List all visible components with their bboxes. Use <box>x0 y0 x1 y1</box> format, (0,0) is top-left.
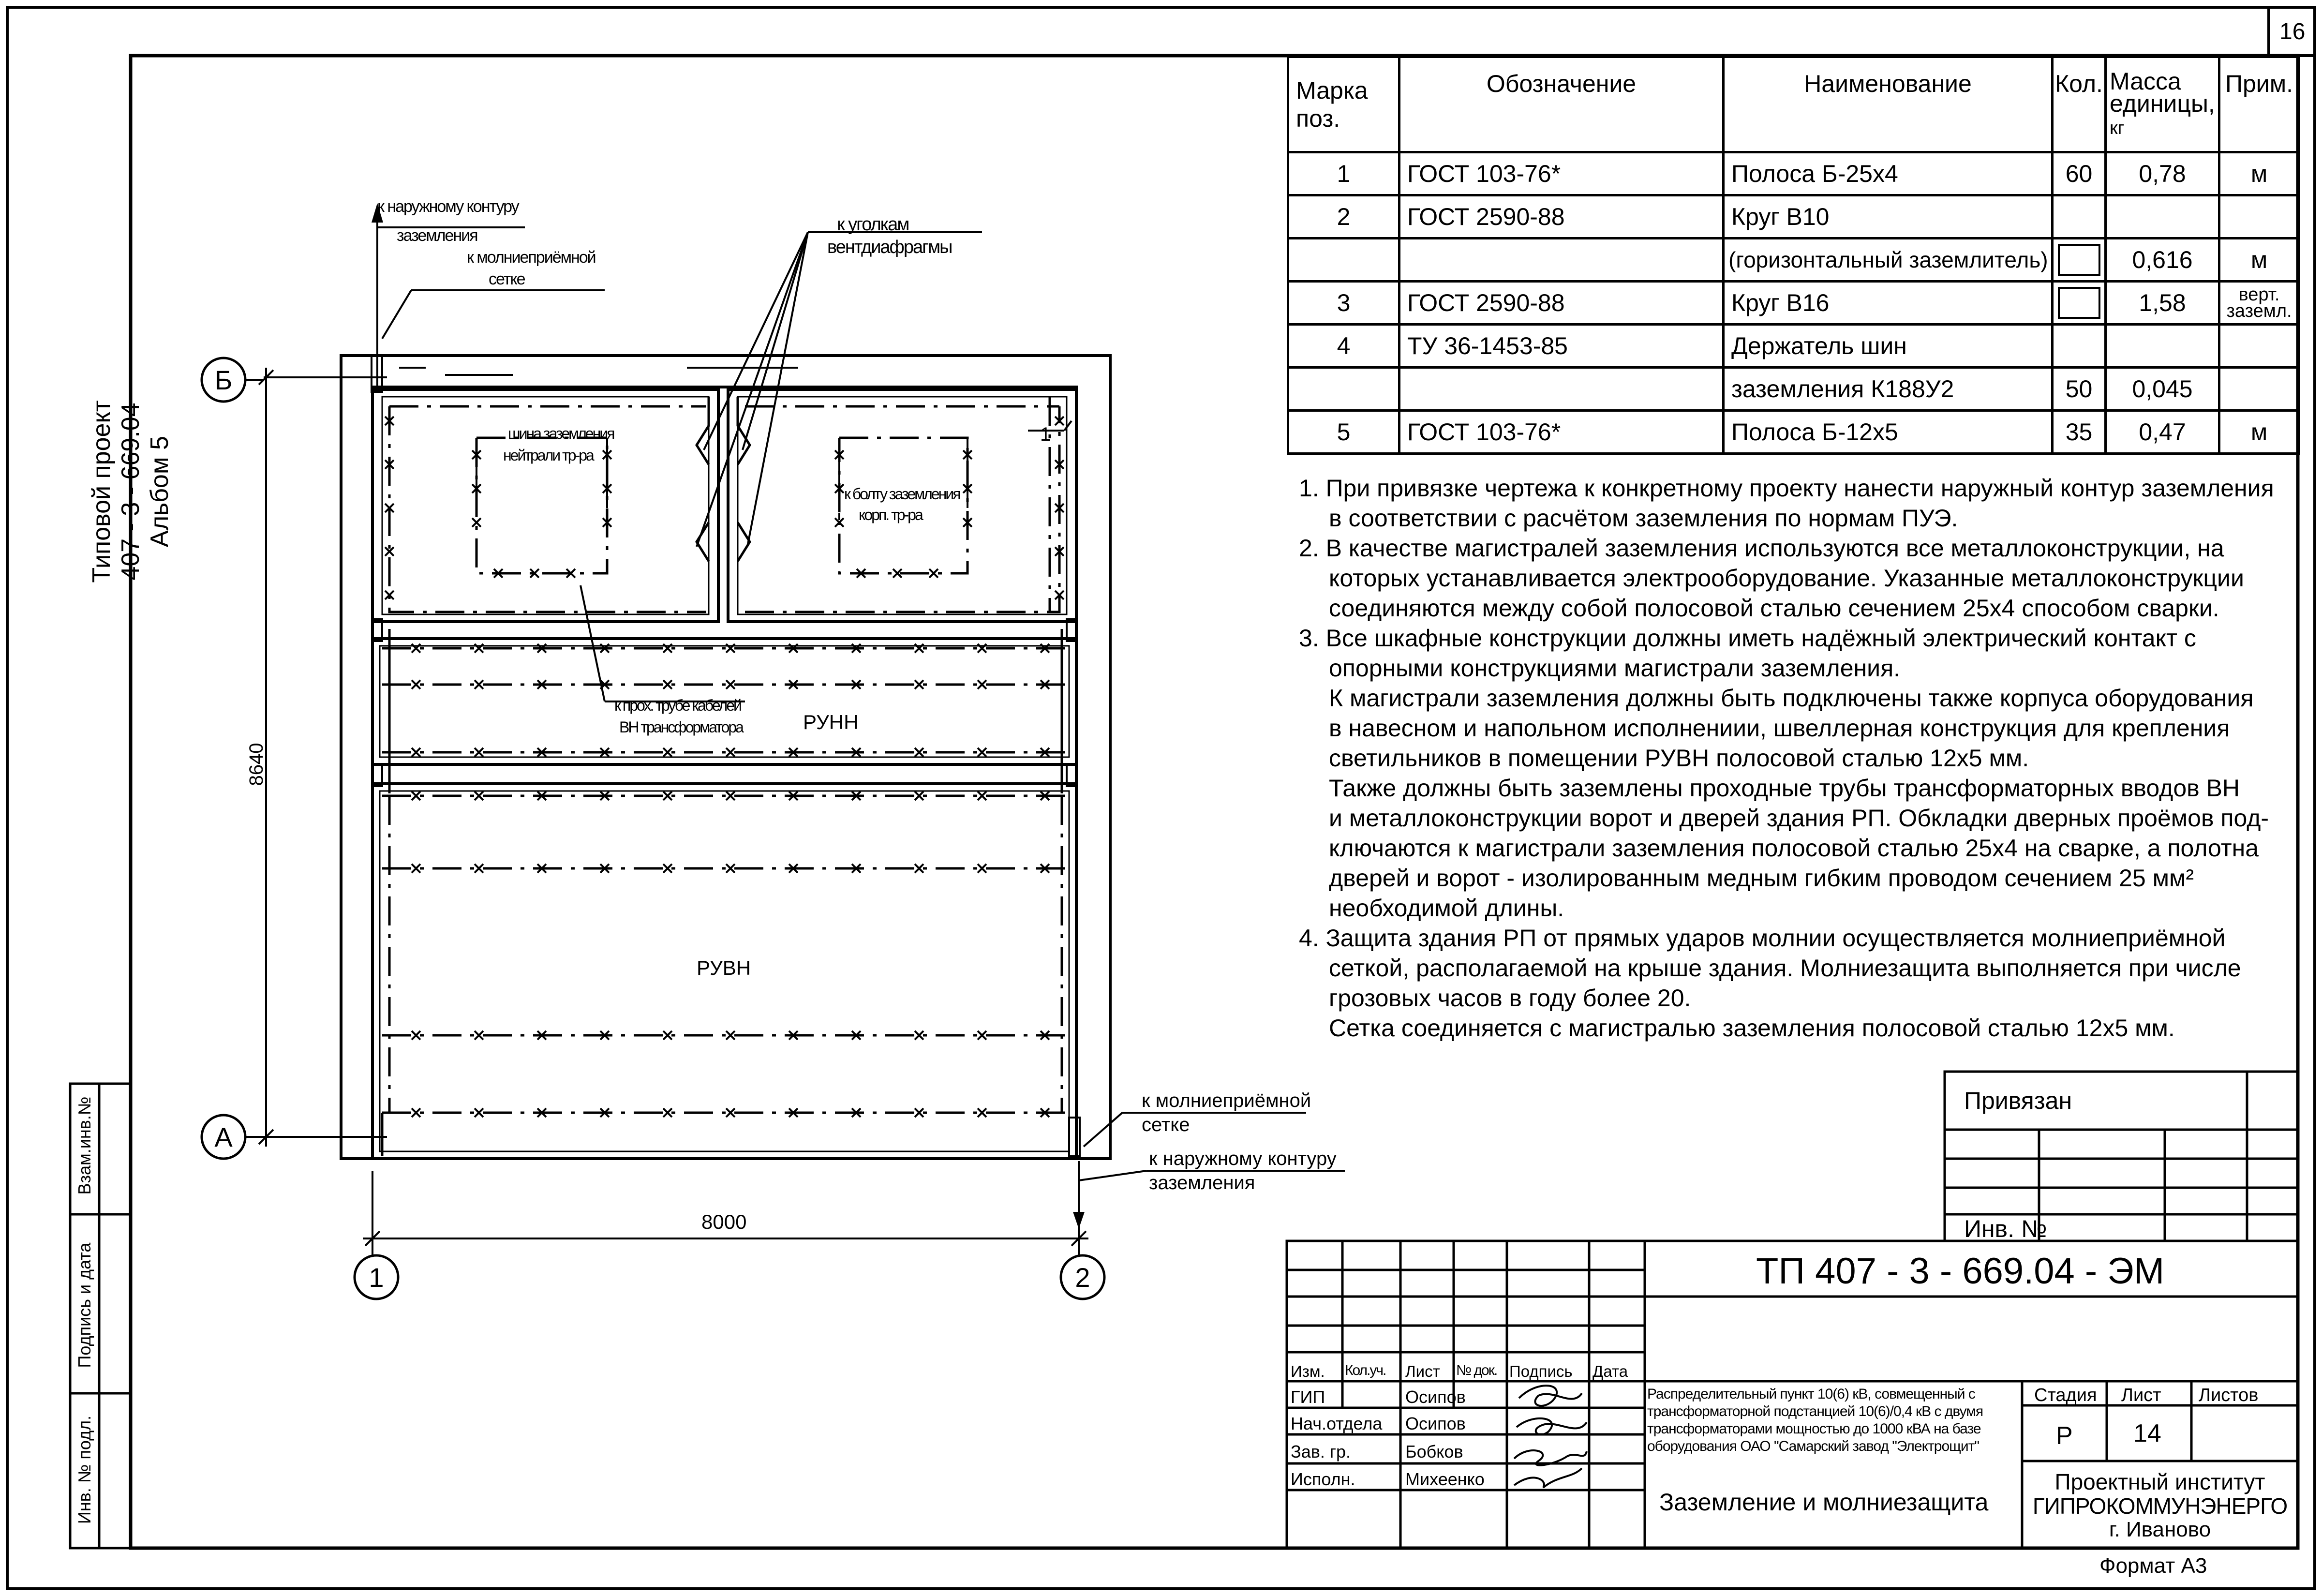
label-outer-top2: заземления <box>397 226 477 245</box>
grounding-cross-marker <box>530 569 539 578</box>
grounding-cross-marker <box>1055 547 1064 556</box>
spec-pos: 3 <box>1288 282 1399 325</box>
note-line: 2. В качестве магистралей заземления используются все металлоконструкции, на <box>1299 535 2224 562</box>
grounding-cross-marker <box>600 680 609 689</box>
spec-pos: 5 <box>1288 411 1399 454</box>
org-line3: г. Иваново <box>2109 1518 2211 1541</box>
note-line: К магистрали заземления должны быть подключены также корпуса оборудования <box>1329 685 2254 712</box>
grounding-cross-marker <box>566 569 575 578</box>
label-bolt2: корп. тр-ра <box>859 506 922 523</box>
spec-pos: 1 <box>1288 152 1399 195</box>
grounding-cross-marker <box>978 748 986 757</box>
grounding-cross-marker <box>1055 591 1064 599</box>
col-sign: Подпись <box>1509 1362 1573 1380</box>
spec-note: м <box>2219 152 2299 195</box>
spec-mass: 0,47 <box>2106 411 2219 454</box>
label-neutral-bus: шина заземления <box>508 425 614 442</box>
axis-a-label: А <box>214 1122 233 1152</box>
grounding-cross-marker <box>978 1031 986 1040</box>
grounding-cross-marker <box>475 748 483 757</box>
side-podpis-label: Подпись и дата <box>74 1242 94 1368</box>
stage-value: Р <box>2056 1422 2073 1450</box>
axis-b-label: Б <box>214 365 233 395</box>
grounding-cross-marker <box>726 791 735 800</box>
grounding-cross-marker <box>600 1031 609 1040</box>
object-desc-line2: трансформаторной подстанцией 10(6)/0,4 кВ с двумя <box>1647 1403 1983 1419</box>
label-lightning-top2: сетке <box>489 270 525 288</box>
name-ispoln: Михеенко <box>1405 1469 1485 1489</box>
grounding-cross-marker <box>1055 504 1064 512</box>
role-nach: Нач.отдела <box>1291 1414 1383 1433</box>
note-line: 4. Защита здания РП от прямых ударов молнии осуществляется молниеприёмной <box>1299 925 2226 952</box>
grounding-cross-marker <box>537 748 546 757</box>
grounding-cross-marker <box>663 644 672 653</box>
label-outer-bottom: к наружному контуру <box>1149 1148 1337 1169</box>
grounding-cross-marker <box>726 1108 735 1117</box>
spec-mass: 0,045 <box>2106 368 2219 411</box>
header-designation: Обозначение <box>1399 57 1724 152</box>
grounding-cross-marker <box>857 569 865 578</box>
grounding-cross-marker <box>663 791 672 800</box>
note-line: 3. Все шкафные конструкции должны иметь надёжный электрический контакт с <box>1299 625 2196 652</box>
grounding-cross-marker <box>789 748 798 757</box>
label-outer-top: к наружному контуру <box>377 197 519 216</box>
grounding-cross-marker <box>412 864 420 873</box>
grounding-cross-marker <box>915 680 923 689</box>
spec-qty: 50 <box>2053 368 2106 411</box>
sheet-label: Лист <box>2121 1385 2161 1405</box>
spec-note: м <box>2219 239 2299 282</box>
grounding-cross-marker <box>835 518 844 527</box>
stage-label: Стадия <box>2034 1385 2097 1405</box>
privyazan-title: Привязан <box>1964 1087 2072 1114</box>
grounding-cross-marker <box>789 1031 798 1040</box>
grounding-cross-marker <box>663 748 672 757</box>
grounding-cross-marker <box>412 748 420 757</box>
grounding-cross-marker <box>537 644 546 653</box>
grounding-cross-marker <box>537 791 546 800</box>
label-corners: к уголкам <box>837 214 909 235</box>
spec-note: м <box>2219 411 2299 454</box>
grounding-cross-marker <box>537 1031 546 1040</box>
grounding-cross-marker <box>472 518 481 527</box>
grounding-cross-marker <box>1055 417 1064 425</box>
sheet-value: 14 <box>2133 1419 2161 1447</box>
label-outer-bottom2: заземления <box>1149 1172 1255 1193</box>
grounding-cross-marker <box>385 547 394 556</box>
note-line: грозовых часов в году более 20. <box>1329 984 1691 1012</box>
grounding-cross-marker <box>600 748 609 757</box>
note-line: сеткой, располагаемой на крыше здания. Молниезащита выполняется при числе <box>1329 955 2241 982</box>
grounding-cross-marker <box>1055 460 1064 469</box>
grounding-cross-marker <box>726 864 735 873</box>
grounding-cross-marker <box>603 484 611 493</box>
spec-name: Полоса Б-25х4 <box>1724 152 2053 195</box>
col-doc: № док. <box>1456 1362 1497 1378</box>
header-name: Наименование <box>1724 57 2053 152</box>
grounding-cross-marker <box>600 791 609 800</box>
name-nach: Осипов <box>1405 1414 1466 1433</box>
grounding-cross-marker <box>726 644 735 653</box>
col-kol: Кол.уч. <box>1345 1362 1386 1378</box>
grounding-cross-marker <box>1041 644 1049 653</box>
grounding-cross-marker <box>472 450 481 459</box>
grounding-cross-marker <box>663 680 672 689</box>
note-line: Сетка соединяется с магистралью заземления полосовой сталью 12х5 мм. <box>1329 1014 2175 1042</box>
grounding-cross-marker <box>663 1031 672 1040</box>
spec-mass: 0,78 <box>2106 152 2219 195</box>
role-ispoln: Исполн. <box>1291 1469 1355 1489</box>
format-label: Формат А3 <box>2099 1554 2207 1578</box>
note-line: опорными конструкциями магистрали заземления. <box>1329 655 1901 682</box>
spec-designation: ТУ 36-1453-85 <box>1399 325 1724 368</box>
grounding-cross-marker <box>475 680 483 689</box>
note-line: ключаются к магистрали заземления полосовой сталью 25х4 на сварке, а полотна <box>1329 835 2259 862</box>
grounding-cross-marker <box>978 864 986 873</box>
dim-horizontal-label: 8000 <box>701 1210 747 1233</box>
grounding-cross-marker <box>1041 1031 1049 1040</box>
grounding-cross-marker <box>915 1108 923 1117</box>
grounding-cross-marker <box>852 1031 861 1040</box>
col-izm: Изм. <box>1291 1362 1325 1380</box>
grounding-cross-marker <box>537 864 546 873</box>
spec-designation: ГОСТ 2590-88 <box>1399 195 1724 239</box>
grounding-cross-marker <box>852 748 861 757</box>
grounding-cross-marker <box>663 864 672 873</box>
object-desc-line4: оборудования ОАО "Самарский завод "Электрощит" <box>1647 1438 1979 1454</box>
grounding-cross-marker <box>789 791 798 800</box>
grounding-cross-marker <box>385 591 394 599</box>
note-line: 1. При привязке чертежа к конкретному проекту нанести наружный контур заземления <box>1299 475 2274 502</box>
grounding-cross-marker <box>600 644 609 653</box>
grounding-cross-marker <box>963 518 972 527</box>
note-line: в навесном и напольном исполнениии, швеллерная конструкция для крепления <box>1329 715 2230 742</box>
label-ruvn: РУВН <box>697 956 751 979</box>
name-gip: Осипов <box>1405 1387 1466 1407</box>
dim-vertical-label: 8640 <box>246 743 267 786</box>
grounding-cross-marker <box>385 417 394 425</box>
label-pipe: к прох. трубе кабелей <box>614 697 741 714</box>
spec-designation: ГОСТ 2590-88 <box>1399 282 1724 325</box>
name-zav: Бобков <box>1405 1442 1463 1462</box>
note-line: в соответствии с расчётом заземления по нормам ПУЭ. <box>1329 505 1958 532</box>
grounding-cross-marker <box>1041 864 1049 873</box>
spec-name: Полоса Б-12х5 <box>1724 411 2053 454</box>
spec-qty: 60 <box>2053 152 2106 195</box>
label-lightning-bottom: к молниеприёмной <box>1142 1090 1311 1111</box>
spec-designation: ГОСТ 103-76* <box>1399 152 1724 195</box>
grounding-cross-marker <box>963 450 972 459</box>
spec-mass: 0,616 <box>2106 239 2219 282</box>
spec-designation: ГОСТ 103-76* <box>1399 411 1724 454</box>
grounding-cross-marker <box>537 1108 546 1117</box>
grounding-cross-marker <box>603 450 611 459</box>
sheet-title: Заземление и молниезащита <box>1659 1489 1989 1516</box>
grounding-cross-marker <box>494 569 503 578</box>
grounding-cross-marker <box>1041 791 1049 800</box>
grounding-cross-marker <box>412 1031 420 1040</box>
spec-pos: 2 <box>1288 195 1399 239</box>
grounding-cross-marker <box>835 484 844 493</box>
note-line: необходимой длины. <box>1329 895 1564 922</box>
page-number: 16 <box>2279 19 2306 45</box>
note-line: Также должны быть заземлены проходные трубы трансформаторных вводов ВН <box>1329 775 2240 802</box>
role-zav: Зав. гр. <box>1291 1442 1351 1462</box>
label-lightning-top: к молниеприёмной <box>467 248 595 267</box>
org-line2: ГИПРОКОММУНЭНЕРГО <box>2032 1493 2288 1519</box>
grounding-cross-marker <box>789 680 798 689</box>
grounding-cross-marker <box>852 1108 861 1117</box>
grounding-cross-marker <box>726 1031 735 1040</box>
label-neutral-bus2: нейтрали тр-ра <box>503 447 593 464</box>
grounding-cross-marker <box>475 864 483 873</box>
side-title-line2: 407 - 3 - 669.04 <box>117 403 145 581</box>
grounding-cross-marker <box>929 569 938 578</box>
grounding-cross-marker <box>663 1108 672 1117</box>
spec-mass: 1,58 <box>2106 282 2219 325</box>
spec-name: Держатель шин <box>1724 325 2053 368</box>
grounding-cross-marker <box>915 748 923 757</box>
grounding-cross-marker <box>915 864 923 873</box>
header-mass: Масса единицы, кг <box>2106 57 2219 152</box>
col-list: Лист <box>1405 1362 1440 1380</box>
grounding-cross-marker <box>835 450 844 459</box>
spec-qty: 35 <box>2053 411 2106 454</box>
header-note: Прим. <box>2219 57 2299 152</box>
grounding-cross-marker <box>852 864 861 873</box>
grounding-cross-marker <box>600 864 609 873</box>
spec-pos: 4 <box>1288 325 1399 368</box>
side-vzam-label: Взам.инв.№ <box>74 1096 94 1195</box>
grounding-cross-marker <box>1041 748 1049 757</box>
grounding-cross-marker <box>412 1108 420 1117</box>
sheets-label: Листов <box>2199 1385 2259 1405</box>
spec-note: верт. заземл. <box>2219 282 2299 325</box>
side-title-line3: Альбом 5 <box>146 436 174 547</box>
position-1-label: 1 <box>1040 424 1051 445</box>
grounding-cross-marker <box>726 748 735 757</box>
grounding-cross-marker <box>412 791 420 800</box>
grounding-cross-marker <box>537 680 546 689</box>
grounding-cross-marker <box>412 680 420 689</box>
grounding-cross-marker <box>385 504 394 512</box>
label-runn: РУНН <box>803 711 859 733</box>
grounding-cross-marker <box>915 1031 923 1040</box>
note-line: дверей и ворот - изолированным медным гибким проводом сечением 25 мм² <box>1329 865 2194 892</box>
spec-name: Круг В10 <box>1724 195 2053 239</box>
label-corners2: вентдиафрагмы <box>827 237 952 257</box>
grounding-cross-marker <box>852 680 861 689</box>
object-desc-line1: Распределительный пункт 10(6) кВ, совмещенный с <box>1647 1386 1975 1402</box>
org-line1: Проектный институт <box>2054 1469 2265 1494</box>
col-date: Дата <box>1593 1362 1628 1380</box>
grounding-cross-marker <box>789 644 798 653</box>
header-marka: Марка поз. <box>1288 57 1399 152</box>
axis-1-label: 1 <box>369 1262 384 1293</box>
grounding-cross-marker <box>978 644 986 653</box>
header-qty: Кол. <box>2053 57 2106 152</box>
grounding-cross-marker <box>978 1108 986 1117</box>
note-line: и металлоконструкции ворот и дверей здания РП. Обкладки дверных проёмов под- <box>1329 805 2269 832</box>
note-line: светильников в помещении РУВН полосовой сталью 12х5 мм. <box>1329 745 2029 772</box>
spec-name: Круг В16 <box>1724 282 2053 325</box>
grounding-cross-marker <box>726 680 735 689</box>
document-code: ТП 407 - 3 - 669.04 - ЭМ <box>1756 1251 2165 1292</box>
note-line: которых устанавливается электрооборудование. Указанные металлоконструкции <box>1329 565 2244 592</box>
grounding-cross-marker <box>475 1108 483 1117</box>
grounding-cross-marker <box>978 791 986 800</box>
grounding-cross-marker <box>963 484 972 493</box>
grounding-cross-marker <box>789 864 798 873</box>
grounding-cross-marker <box>412 644 420 653</box>
grounding-cross-marker <box>475 1031 483 1040</box>
grounding-cross-marker <box>789 1108 798 1117</box>
grounding-cross-marker <box>385 460 394 469</box>
grounding-cross-marker <box>978 680 986 689</box>
object-desc-line3: трансформаторами мощностью до 1000 кВА на базе <box>1647 1421 1981 1437</box>
label-lightning-bottom2: сетке <box>1142 1114 1190 1135</box>
grounding-cross-marker <box>472 484 481 493</box>
spec-name: заземления К188У2 <box>1724 368 2053 411</box>
grounding-cross-marker <box>915 791 923 800</box>
side-inv-label: Инв. № подл. <box>74 1415 94 1524</box>
grounding-cross-marker <box>852 644 861 653</box>
grounding-cross-marker <box>600 1108 609 1117</box>
grounding-cross-marker <box>475 644 483 653</box>
axis-2-label: 2 <box>1075 1262 1090 1293</box>
note-line: соединяются между собой полосовой сталью сечением 25х4 способом сварки. <box>1329 595 2219 622</box>
grounding-cross-marker <box>1041 1108 1049 1117</box>
grounding-cross-marker <box>475 791 483 800</box>
grounding-cross-marker <box>893 569 902 578</box>
grounding-cross-marker <box>1041 680 1049 689</box>
label-pipe2: ВН трансформатора <box>619 718 743 736</box>
side-title-line1: Типовой проект <box>88 400 116 583</box>
spec-name: (горизонтальный заземлитель) <box>1724 239 2053 282</box>
grounding-cross-marker <box>603 518 611 527</box>
privyazan-inv: Инв. № <box>1964 1215 2047 1242</box>
role-gip: ГИП <box>1291 1387 1325 1407</box>
grounding-cross-marker <box>915 644 923 653</box>
label-bolt: к болту заземления <box>844 485 960 503</box>
grounding-cross-marker <box>852 791 861 800</box>
